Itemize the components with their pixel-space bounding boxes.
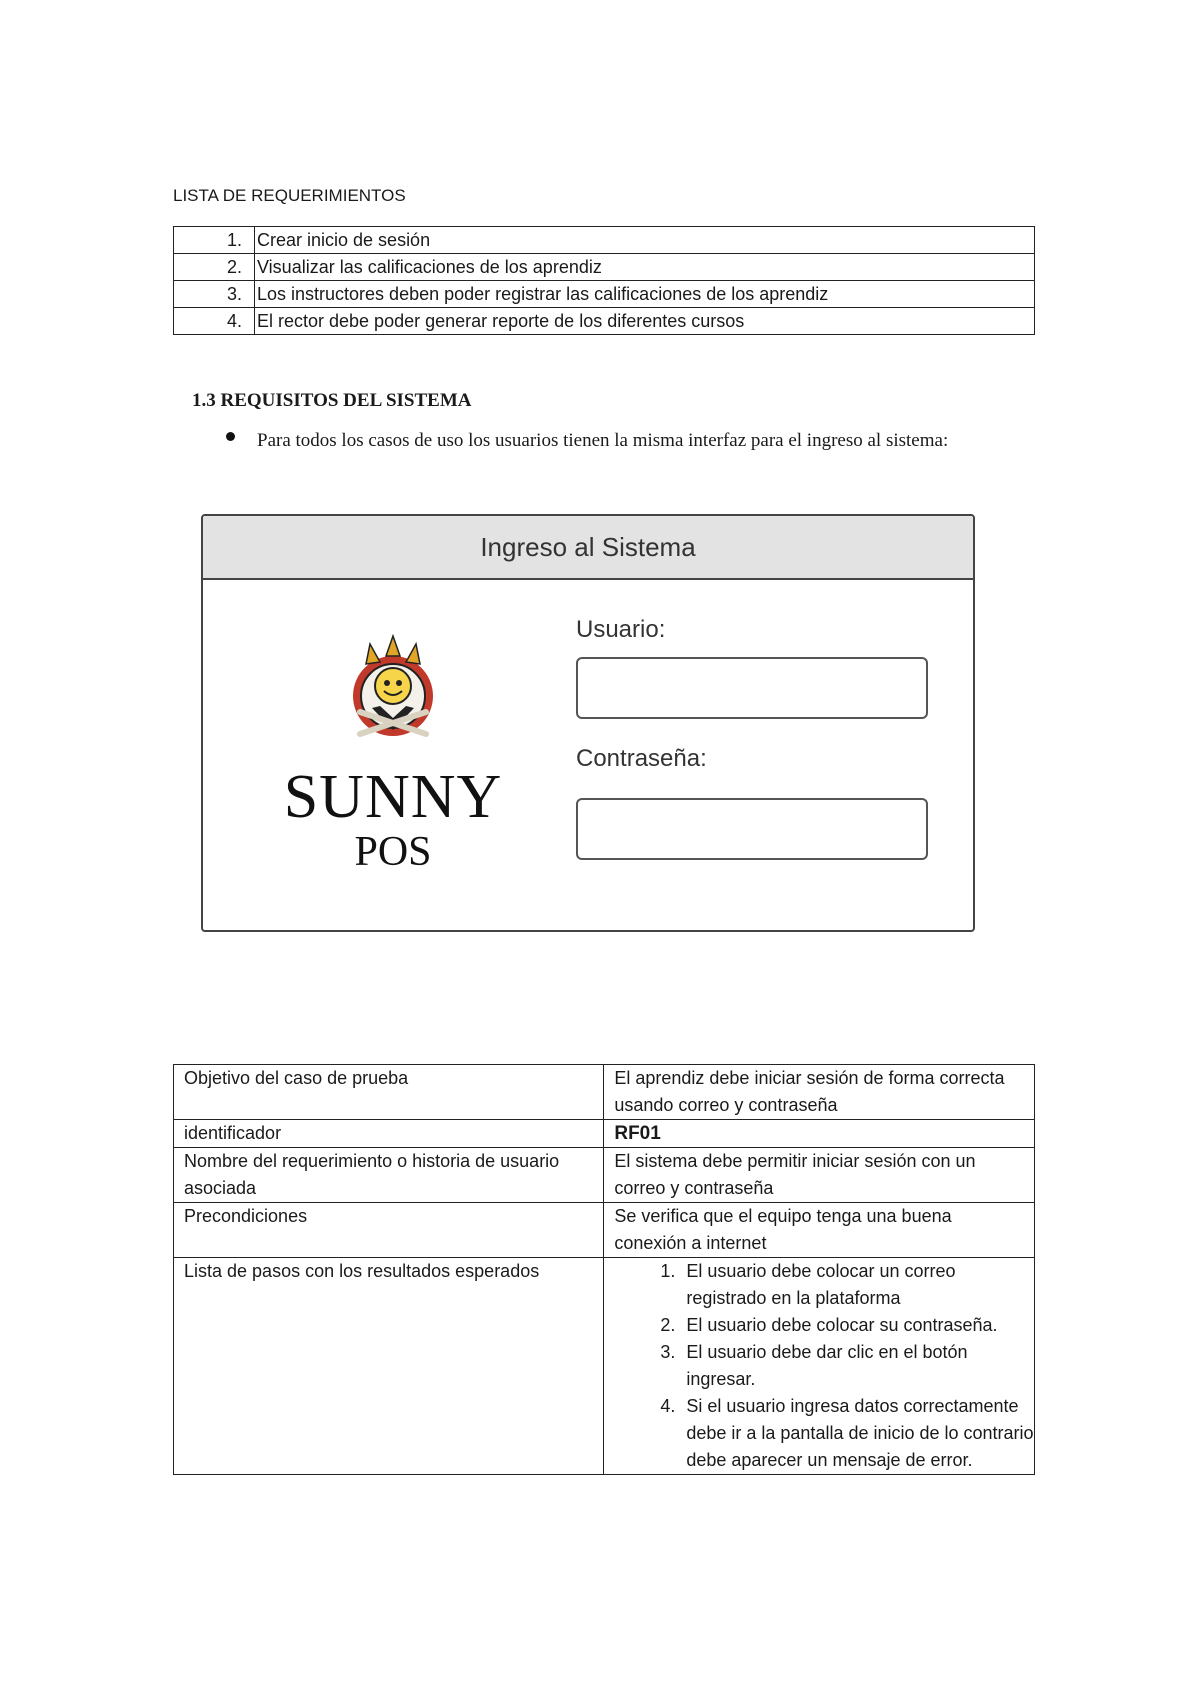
- table-row: [174, 1148, 1035, 1203]
- password-input[interactable]: [576, 798, 928, 860]
- section-title: 1.3 REQUISITOS DEL SISTEMA: [192, 390, 472, 411]
- steps-list: [604, 1258, 1034, 1474]
- requirement-number: 3.: [174, 281, 255, 308]
- row-value: El aprendiz debe iniciar sesión de forma correcta usando correo y contraseña: [604, 1065, 1035, 1120]
- login-mockup: [201, 514, 975, 932]
- requirement-number: 2.: [174, 254, 255, 281]
- requirement-id: RF01: [604, 1120, 1035, 1148]
- table-row: [174, 1258, 1035, 1475]
- requirement-text: El rector debe poder generar reporte de los diferentes cursos: [255, 308, 1035, 335]
- list-item: 1. El usuario debe colocar un correo registrado en la plataforma: [680, 1258, 1034, 1312]
- document-heading: LISTA DE REQUERIMIENTOS: [173, 186, 406, 205]
- requirement-number: 1.: [174, 227, 255, 254]
- table-row: [174, 1065, 1035, 1120]
- requirement-text: Los instructores deben poder registrar las calificaciones de los aprendiz: [255, 281, 1035, 308]
- requirement-number: 4.: [174, 308, 255, 335]
- requirement-row: [174, 308, 1035, 335]
- row-label: Lista de pasos con los resultados esperados: [174, 1258, 604, 1475]
- table-row: [174, 1203, 1035, 1258]
- sunny-logo-emblem-icon: [348, 634, 438, 746]
- requirement-row: [174, 281, 1035, 308]
- username-label: Usuario:: [576, 616, 666, 643]
- list-item: 4. Si el usuario ingresa datos correctamente debe ir a la pantalla de inicio de lo contrario debe aparecer un mensaje de error.: [680, 1393, 1034, 1474]
- requirements-table: [173, 226, 1035, 335]
- test-case-table: [173, 1064, 1035, 1475]
- list-item: 2. El usuario debe colocar su contraseña.: [680, 1312, 1034, 1339]
- requirement-row: [174, 227, 1035, 254]
- bullet-icon: [226, 432, 235, 441]
- row-value: El sistema debe permitir iniciar sesión con un correo y contraseña: [604, 1148, 1035, 1203]
- username-input[interactable]: [576, 657, 928, 719]
- login-title: Ingreso al Sistema: [480, 532, 696, 562]
- row-value: Se verifica que el equipo tenga una buena conexión a internet: [604, 1203, 1035, 1258]
- logo-wordmark: SUNNY: [283, 763, 503, 831]
- row-label: identificador: [174, 1120, 604, 1148]
- steps-cell: [604, 1258, 1035, 1475]
- login-header: [203, 516, 973, 580]
- bullet-text: Para todos los casos de uso los usuarios tienen la misma interfaz para el ingreso al sistema:: [257, 430, 949, 451]
- password-label: Contraseña:: [576, 745, 707, 772]
- requirement-text: Visualizar las calificaciones de los aprendiz: [255, 254, 1035, 281]
- list-item: 3. El usuario debe dar clic en el botón ingresar.: [680, 1339, 1034, 1393]
- row-label: Nombre del requerimiento o historia de usuario asociada: [174, 1148, 604, 1203]
- table-row: [174, 1120, 1035, 1148]
- logo-subtitle: POS: [354, 829, 432, 875]
- requirement-text: Crear inicio de sesión: [255, 227, 1035, 254]
- row-label: Objetivo del caso de prueba: [174, 1065, 604, 1120]
- requirement-row: [174, 254, 1035, 281]
- row-label: Precondiciones: [174, 1203, 604, 1258]
